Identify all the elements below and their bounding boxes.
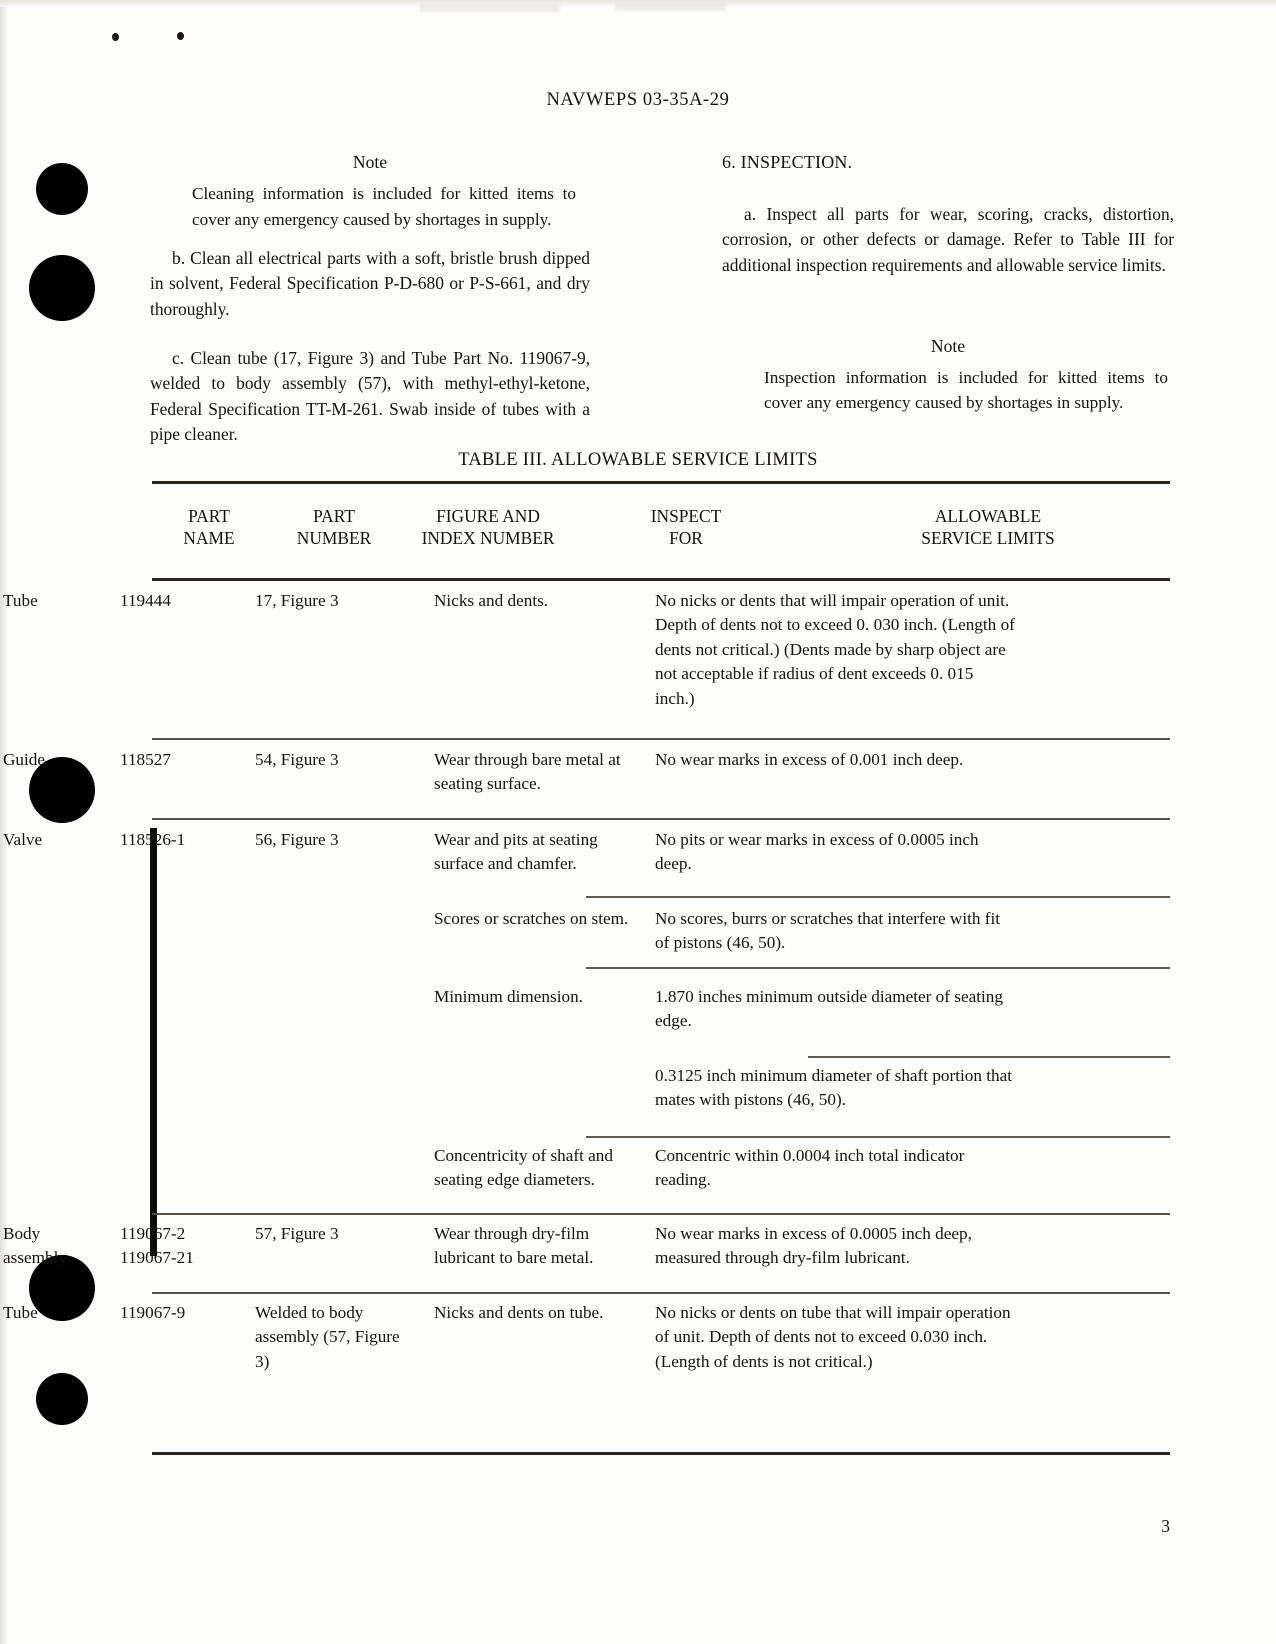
- th-service-limits-l1: ALLOWABLE: [934, 506, 1042, 526]
- cell-figure-index: 57, Figure 3: [255, 1224, 339, 1243]
- cell-service-limits: No scores, burrs or scratches that interfere with fit of pistons (46, 50).: [655, 909, 1001, 953]
- table-row: [0, 1144, 1018, 1224]
- table-row: [0, 985, 1018, 1041]
- paragraph-a: a. Inspect all parts for wear, scoring, cracks, distortion, corrosion, or other defects or damage. Refer to Table III for additional inspection requirements and allowable service limits.: [722, 203, 1174, 276]
- cell-figure-index: Welded to body assembly (57, Figure 3): [255, 1303, 400, 1371]
- table-subrule-valve-1: [586, 896, 1170, 898]
- cell-inspect-for: Wear and pits at seating surface and chamfer.: [434, 830, 598, 874]
- cell-inspect-for: Nicks and dents.: [434, 591, 549, 610]
- left-column-spacer: [150, 336, 590, 346]
- th-figure-index-l1: FIGURE AND: [436, 506, 540, 526]
- th-service-limits-l2: SERVICE LIMITS: [921, 528, 1055, 549]
- table-row: [0, 1222, 1018, 1302]
- table-rule-under-header: [152, 578, 1170, 581]
- th-figure-index-l2: INDEX NUMBER: [421, 528, 555, 549]
- cell-part-number: 118527: [120, 750, 171, 769]
- cell-part-name: Valve: [3, 830, 43, 849]
- cell-inspect-for: Nicks and dents on tube.: [434, 1303, 604, 1322]
- body-columns: [150, 150, 1174, 445]
- table-row: [0, 748, 1018, 818]
- table-row: [0, 828, 1018, 898]
- ink-speck-1: [112, 33, 119, 41]
- cell-part-name: Guide: [3, 750, 46, 769]
- right-column-spacer: [722, 292, 1174, 334]
- table-row: [0, 1301, 1018, 1411]
- table-rule-bottom: [152, 1452, 1170, 1455]
- cell-service-limits: No pits or wear marks in excess of 0.0005 inch deep.: [655, 830, 979, 874]
- cell-service-limits: No wear marks in excess of 0.0005 inch deep, measured through dry-film lubricant.: [655, 1224, 972, 1268]
- document-header: NAVWEPS 03-35A-29: [546, 90, 730, 110]
- table-header-row: [152, 505, 1170, 561]
- right-note-text: Inspection information is included for kitted items to cover any emergency caused by shortages in supply.: [764, 367, 1168, 413]
- table-row: [0, 907, 1018, 963]
- cell-inspect-for: Wear through dry-film lubricant to bare metal.: [434, 1224, 594, 1268]
- cell-service-limits: 1.870 inches minimum outside diameter of seating edge.: [655, 987, 1003, 1031]
- cell-inspect-for: Concentricity of shaft and seating edge diameters.: [434, 1146, 613, 1190]
- cell-inspect-for: Wear through bare metal at seating surface.: [434, 750, 621, 794]
- cell-inspect-for: Scores or scratches on stem.: [434, 909, 629, 928]
- paragraph-c: c. Clean tube (17, Figure 3) and Tube Part No. 119067-9, welded to body assembly (57), with methyl-ethyl-ketone, Federal Specification TT-M-261. Swab inside of tubes with a pipe cleaner.: [150, 347, 590, 445]
- cell-figure-index: 56, Figure 3: [255, 830, 339, 849]
- table-row: [0, 589, 1018, 719]
- cell-part-number: 118526-1: [120, 830, 186, 849]
- table-rule-row3: [152, 1213, 1170, 1215]
- cell-service-limits: No wear marks in excess of 0.001 inch deep.: [655, 750, 964, 769]
- table-rule-row1: [152, 738, 1170, 740]
- cell-part-name: Tube: [3, 1303, 38, 1322]
- th-inspect-for-l1: INSPECT: [650, 506, 722, 526]
- th-inspect-for-l2: FOR: [669, 528, 703, 549]
- th-inspect-for: [586, 505, 786, 550]
- th-part-name-l1: PART: [188, 506, 230, 526]
- left-column: [150, 150, 590, 461]
- table-subrule-valve-2: [586, 967, 1170, 969]
- section-heading-inspection: 6. INSPECTION.: [722, 152, 853, 172]
- table-row: [0, 1064, 1018, 1144]
- table-title: TABLE III. ALLOWABLE SERVICE LIMITS: [458, 450, 818, 470]
- table-rule-row2: [152, 818, 1170, 820]
- cell-part-name: Body assembly: [3, 1224, 67, 1268]
- th-part-number: [272, 505, 396, 550]
- cell-figure-index: 54, Figure 3: [255, 750, 339, 769]
- paragraph-b: b. Clean all electrical parts with a soft, bristle brush dipped in solvent, Federal Specification P-D-680 or P-S-661, and dry thoroughly.: [150, 247, 590, 320]
- table-subrule-valve-4: [586, 1136, 1170, 1138]
- scan-smudge-1: [420, 4, 560, 12]
- table-rule-row4: [152, 1292, 1170, 1294]
- th-service-limits: [812, 505, 1164, 550]
- right-note-heading: Note: [930, 335, 966, 356]
- binder-hole-2: [29, 255, 95, 321]
- cell-part-number: 119067-2 119067-21: [120, 1224, 194, 1268]
- cell-service-limits: 0.3125 inch minimum diameter of shaft portion that mates with pistons (46, 50).: [655, 1066, 1013, 1110]
- page-number: 3: [1161, 1516, 1170, 1536]
- th-part-name: [155, 505, 263, 550]
- scan-smudge-2: [615, 3, 725, 11]
- ink-speck-2: [177, 32, 184, 40]
- table-subrule-valve-3: [808, 1056, 1170, 1058]
- cell-service-limits: No nicks or dents on tube that will impair operation of unit. Depth of dents not to exceed 0.030 inch. (Length of dents is not critical.): [655, 1303, 1011, 1371]
- cell-part-number: 119067-9: [120, 1303, 186, 1322]
- th-part-number-l1: PART: [313, 506, 355, 526]
- left-note-heading: Note: [352, 152, 388, 172]
- cell-service-limits: Concentric within 0.0004 inch total indicator reading.: [655, 1146, 965, 1190]
- cell-part-name: Tube: [3, 591, 38, 610]
- cell-inspect-for: Minimum dimension.: [434, 987, 583, 1006]
- left-note-text: Cleaning information is included for kitted items to cover any emergency caused by shortages in supply.: [192, 184, 576, 229]
- th-part-name-l2: NAME: [183, 528, 235, 549]
- binder-hole-1: [36, 163, 88, 215]
- table-rule-top: [152, 481, 1170, 484]
- right-column: [722, 150, 1174, 416]
- th-part-number-l2: NUMBER: [296, 528, 372, 549]
- cell-service-limits: No nicks or dents that will impair operation of unit. Depth of dents not to exceed 0. 030 inch. (Length of dents not critical.) (Dents made by sharp object are not acceptable if radius of dent exceeds 0. 015 inch.): [655, 591, 1015, 708]
- th-figure-index: [404, 505, 572, 550]
- cell-figure-index: 17, Figure 3: [255, 591, 339, 610]
- cell-part-number: 119444: [120, 591, 171, 610]
